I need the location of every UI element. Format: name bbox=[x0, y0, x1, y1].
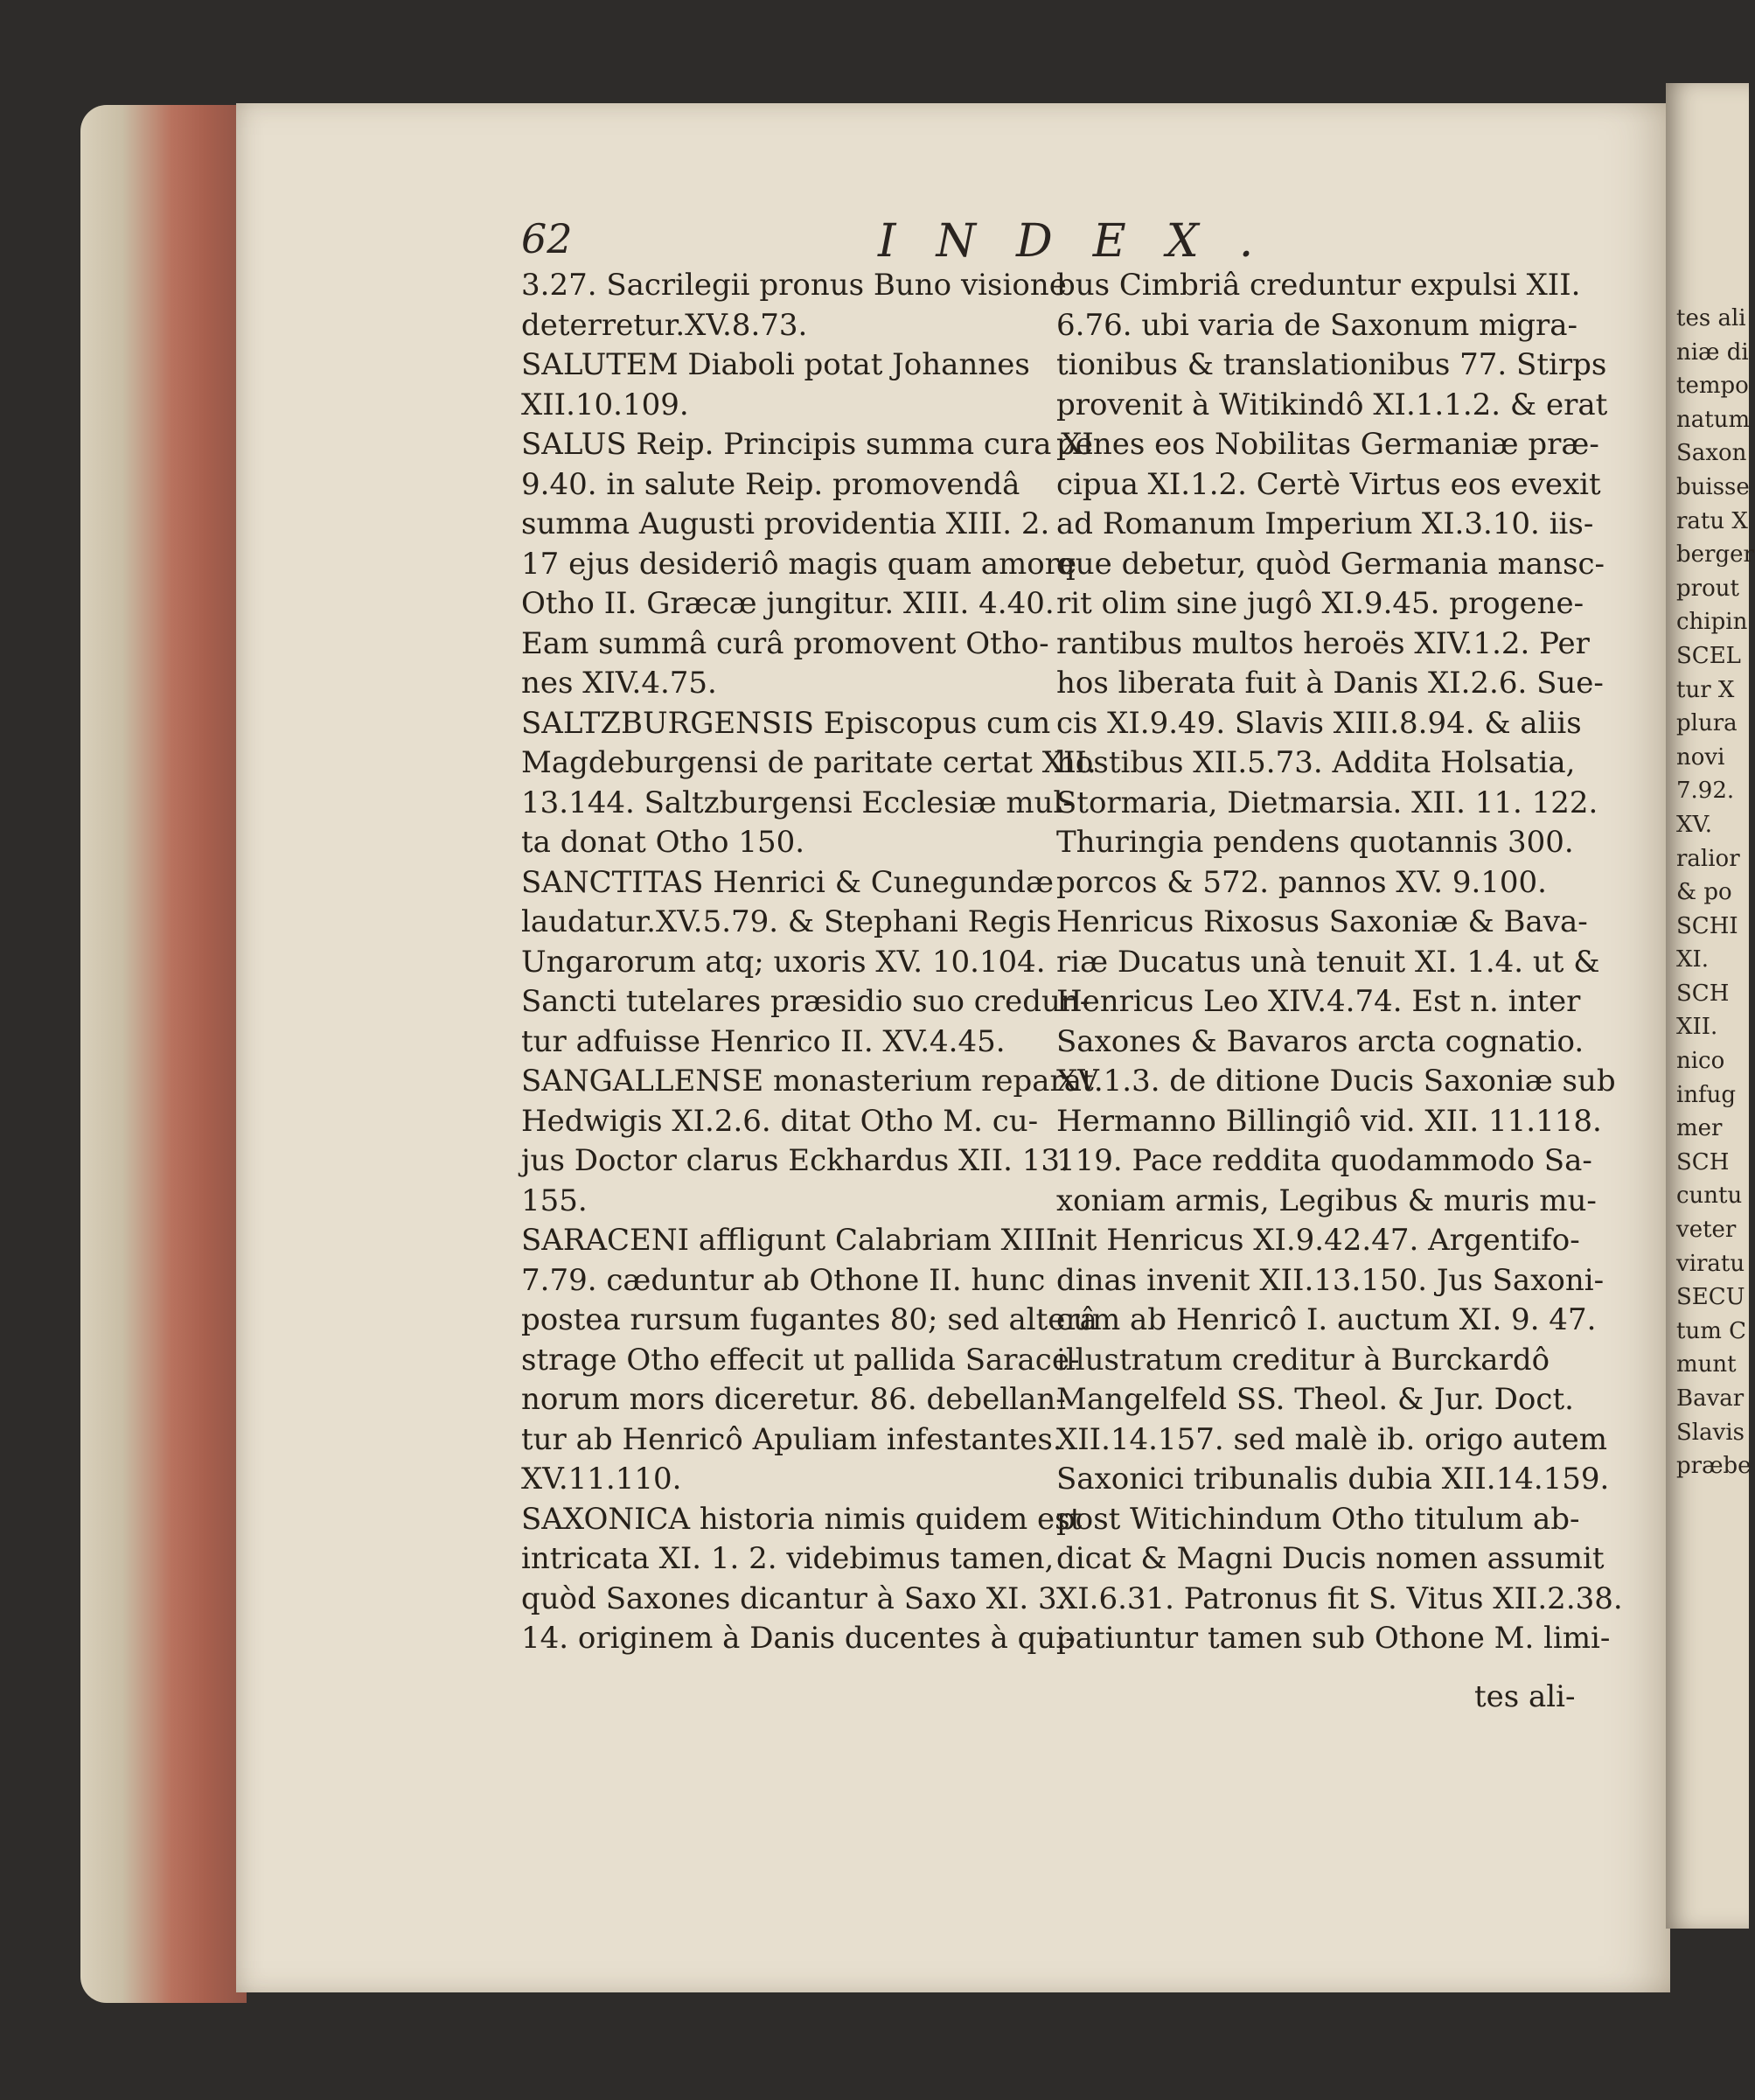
facing-page-line: buisse bbox=[1676, 473, 1750, 500]
facing-page-line: Saxon bbox=[1676, 440, 1747, 467]
facing-page-line: XI. bbox=[1676, 946, 1710, 973]
index-line: hostibus XII.5.73. Addita Holsatia, bbox=[1056, 745, 1576, 780]
facing-page-line: SCH bbox=[1676, 1148, 1730, 1176]
index-line: post Witichindum Otho titulum ab- bbox=[1056, 1501, 1580, 1537]
facing-page-line: nico bbox=[1676, 1048, 1725, 1075]
facing-page-line: Bavar bbox=[1676, 1385, 1745, 1412]
index-line: SARACENI affligunt Calabriam XIII. bbox=[521, 1223, 1067, 1258]
index-line: XV.1.3. de ditione Ducis Saxoniæ sub bbox=[1056, 1064, 1616, 1099]
index-line: 7.79. cæduntur ab Othone II. hunc bbox=[521, 1262, 1046, 1298]
index-line: SANGALLENSE monasterium reparat bbox=[521, 1064, 1094, 1099]
index-line: 13.144. Saltzburgensi Ecclesiæ mul- bbox=[521, 785, 1073, 820]
facing-page-line: prout bbox=[1676, 575, 1739, 602]
index-line: Eam summâ curâ promovent Otho- bbox=[521, 625, 1049, 661]
index-line: strage Otho effecit ut pallida Sarace- bbox=[521, 1342, 1080, 1378]
index-line: dicat & Magni Ducis nomen assumit bbox=[1056, 1541, 1605, 1576]
page-number: 62 bbox=[521, 215, 573, 262]
index-line: tur ab Henricô Apuliam infestantes. bbox=[521, 1421, 1062, 1457]
index-line: norum mors diceretur. 86. debellan- bbox=[521, 1382, 1066, 1417]
facing-page-line: XII. bbox=[1676, 1014, 1718, 1041]
page-header bbox=[521, 215, 1544, 268]
facing-page-line: SCHI bbox=[1676, 912, 1738, 939]
index-line: XV.11.110. bbox=[521, 1462, 682, 1497]
left-column bbox=[521, 266, 1097, 1659]
index-line: Mangelfeld SS. Theol. & Jur. Doct. bbox=[1056, 1382, 1574, 1417]
index-line: rantibus multos heroës XIV.1.2. Per bbox=[1056, 625, 1590, 661]
facing-page-line: cuntu bbox=[1676, 1183, 1743, 1210]
index-line: Hermanno Billingiô vid. XII. 11.118. bbox=[1056, 1103, 1602, 1139]
catchword: tes ali- bbox=[1474, 1679, 1576, 1714]
index-line: que debetur, quòd Germania mansc- bbox=[1056, 546, 1605, 582]
index-line: 9.40. in salute Reip. promovendâ bbox=[521, 466, 1020, 502]
index-line: riæ Ducatus unà tenuit XI. 1.4. ut & bbox=[1056, 944, 1600, 980]
index-line: 119. Pace reddita quodammodo Sa- bbox=[1056, 1143, 1592, 1178]
facing-page-line: munt bbox=[1676, 1351, 1737, 1378]
index-line: Saxonici tribunalis dubia XII.14.159. bbox=[1056, 1462, 1610, 1497]
index-line: 155. bbox=[521, 1183, 588, 1218]
running-title: INDEX. bbox=[878, 215, 1294, 268]
right-column bbox=[1056, 266, 1623, 1659]
facing-page-line: ralior bbox=[1676, 845, 1740, 872]
facing-page-fragment bbox=[1666, 83, 1754, 1929]
index-line: ta donat Otho 150. bbox=[521, 825, 805, 860]
index-line: Ungarorum atq; uxoris XV. 10.104. bbox=[521, 944, 1046, 980]
facing-page-line: ratu X bbox=[1676, 507, 1748, 534]
index-line: XII.14.157. sed malè ib. origo autem bbox=[1056, 1421, 1607, 1457]
facing-page-line: viratu bbox=[1676, 1250, 1745, 1277]
facing-page-line: chipin bbox=[1676, 609, 1748, 636]
index-line: quòd Saxones dicantur à Saxo XI. 3. bbox=[521, 1580, 1067, 1616]
index-line: cipua XI.1.2. Certè Virtus eos evexit bbox=[1056, 466, 1601, 502]
index-line: laudatur.XV.5.79. & Stephani Regis bbox=[521, 904, 1052, 939]
facing-page-line: natum bbox=[1676, 406, 1751, 433]
index-line: SALUTEM Diaboli potat Johannes bbox=[521, 347, 1030, 382]
index-line: Otho II. Græcæ jungitur. XIII. 4.40. bbox=[521, 586, 1055, 621]
index-line: tur adfuisse Henrico II. XV.4.45. bbox=[521, 1023, 1006, 1059]
facing-page-line: novi bbox=[1676, 743, 1725, 771]
facing-page-line: niæ di bbox=[1676, 338, 1749, 366]
index-line: jus Doctor clarus Eckhardus XII. 13. bbox=[521, 1143, 1069, 1178]
facing-page-line: plura bbox=[1676, 710, 1738, 737]
index-line: penes eos Nobilitas Germaniæ præ- bbox=[1056, 427, 1599, 462]
index-line: patiuntur tamen sub Othone M. limi- bbox=[1056, 1621, 1611, 1656]
index-line: summa Augusti providentia XIII. 2. bbox=[521, 506, 1050, 541]
index-line: provenit à Witikindô XI.1.1.2. & erat bbox=[1056, 387, 1608, 422]
facing-page-line: mer bbox=[1676, 1115, 1723, 1142]
index-line: Sancti tutelares præsidio suo credun- bbox=[521, 984, 1090, 1019]
index-line: tionibus & translationibus 77. Stirps bbox=[1056, 347, 1607, 382]
index-line: deterretur.XV.8.73. bbox=[521, 307, 808, 343]
index-line: cis XI.9.49. Slavis XIII.8.94. & aliis bbox=[1056, 705, 1582, 741]
facing-page-line: tempo bbox=[1676, 373, 1749, 400]
index-line: SAXONICA historia nimis quidem est bbox=[521, 1501, 1083, 1537]
index-line: bus Cimbriâ creduntur expulsi XII. bbox=[1056, 268, 1581, 303]
facing-page-line: berger bbox=[1676, 541, 1754, 569]
facing-page-line: tur X bbox=[1676, 676, 1735, 703]
index-line: SALUS Reip. Principis summa cura XI bbox=[521, 427, 1094, 462]
index-line: illustratum creditur à Burckardô bbox=[1056, 1342, 1550, 1378]
index-line: Magdeburgensi de paritate certat XII. bbox=[521, 745, 1097, 780]
index-line: XII.10.109. bbox=[521, 387, 689, 422]
index-line: 14. originem à Danis ducentes à qui- bbox=[521, 1621, 1076, 1656]
index-line: Henricus Leo XIV.4.74. Est n. inter bbox=[1056, 984, 1581, 1019]
index-line: hos liberata fuit à Danis XI.2.6. Sue- bbox=[1056, 666, 1604, 701]
facing-page-line: SECU bbox=[1676, 1284, 1745, 1311]
index-line: porcos & 572. pannos XV. 9.100. bbox=[1056, 864, 1547, 900]
index-line: XI.6.31. Patronus fit S. Vitus XII.2.38. bbox=[1056, 1580, 1623, 1616]
index-line: rit olim sine jugô XI.9.45. progene- bbox=[1056, 586, 1584, 621]
index-line: 17 ejus desideriô magis quam amore bbox=[521, 546, 1077, 582]
index-line: Henricus Rixosus Saxoniæ & Bava- bbox=[1056, 904, 1588, 939]
facing-page-line: tes ali bbox=[1676, 305, 1746, 331]
facing-page-line: tum C bbox=[1676, 1317, 1747, 1344]
facing-page-line: & po bbox=[1676, 879, 1732, 906]
facing-page-line: infug bbox=[1676, 1081, 1737, 1108]
facing-page-line: SCEL bbox=[1676, 642, 1741, 669]
book-edge bbox=[80, 105, 247, 2003]
index-line: SALTZBURGENSIS Episcopus cum bbox=[521, 705, 1051, 741]
index-line: 6.76. ubi varia de Saxonum migra- bbox=[1056, 307, 1577, 343]
facing-page-line: SCH bbox=[1676, 980, 1730, 1007]
index-line: nes XIV.4.75. bbox=[521, 666, 717, 701]
index-line: 3.27. Sacrilegii pronus Buno visione bbox=[521, 268, 1067, 303]
index-line: Saxones & Bavaros arcta cognatio. bbox=[1056, 1023, 1584, 1059]
index-line: dinas invenit XII.13.150. Jus Saxoni- bbox=[1056, 1262, 1605, 1298]
index-line: intricata XI. 1. 2. videbimus tamen, bbox=[521, 1541, 1055, 1576]
index-line: postea rursum fugantes 80; sed alterâ bbox=[521, 1302, 1097, 1337]
facing-page-line: veter bbox=[1676, 1217, 1737, 1244]
index-line: cum ab Henricô I. auctum XI. 9. 47. bbox=[1056, 1302, 1597, 1337]
index-line: ad Romanum Imperium XI.3.10. iis- bbox=[1056, 506, 1594, 541]
facing-page-line: præbe bbox=[1676, 1453, 1752, 1480]
index-line: Hedwigis XI.2.6. ditat Otho M. cu- bbox=[521, 1103, 1039, 1139]
index-line: xoniam armis, Legibus & muris mu- bbox=[1056, 1183, 1597, 1218]
facing-page-text bbox=[1676, 302, 1755, 1483]
facing-page-line: 7.92. bbox=[1676, 778, 1735, 805]
index-line: nit Henricus XI.9.42.47. Argentifo- bbox=[1056, 1223, 1580, 1258]
index-line: Thuringia pendens quotannis 300. bbox=[1056, 825, 1574, 860]
index-line: Stormaria, Dietmarsia. XII. 11. 122. bbox=[1056, 785, 1598, 820]
facing-page-line: Slavis bbox=[1676, 1419, 1745, 1446]
facing-page-line: XV. bbox=[1676, 811, 1713, 838]
index-line: SANCTITAS Henrici & Cunegundæ bbox=[521, 864, 1054, 900]
